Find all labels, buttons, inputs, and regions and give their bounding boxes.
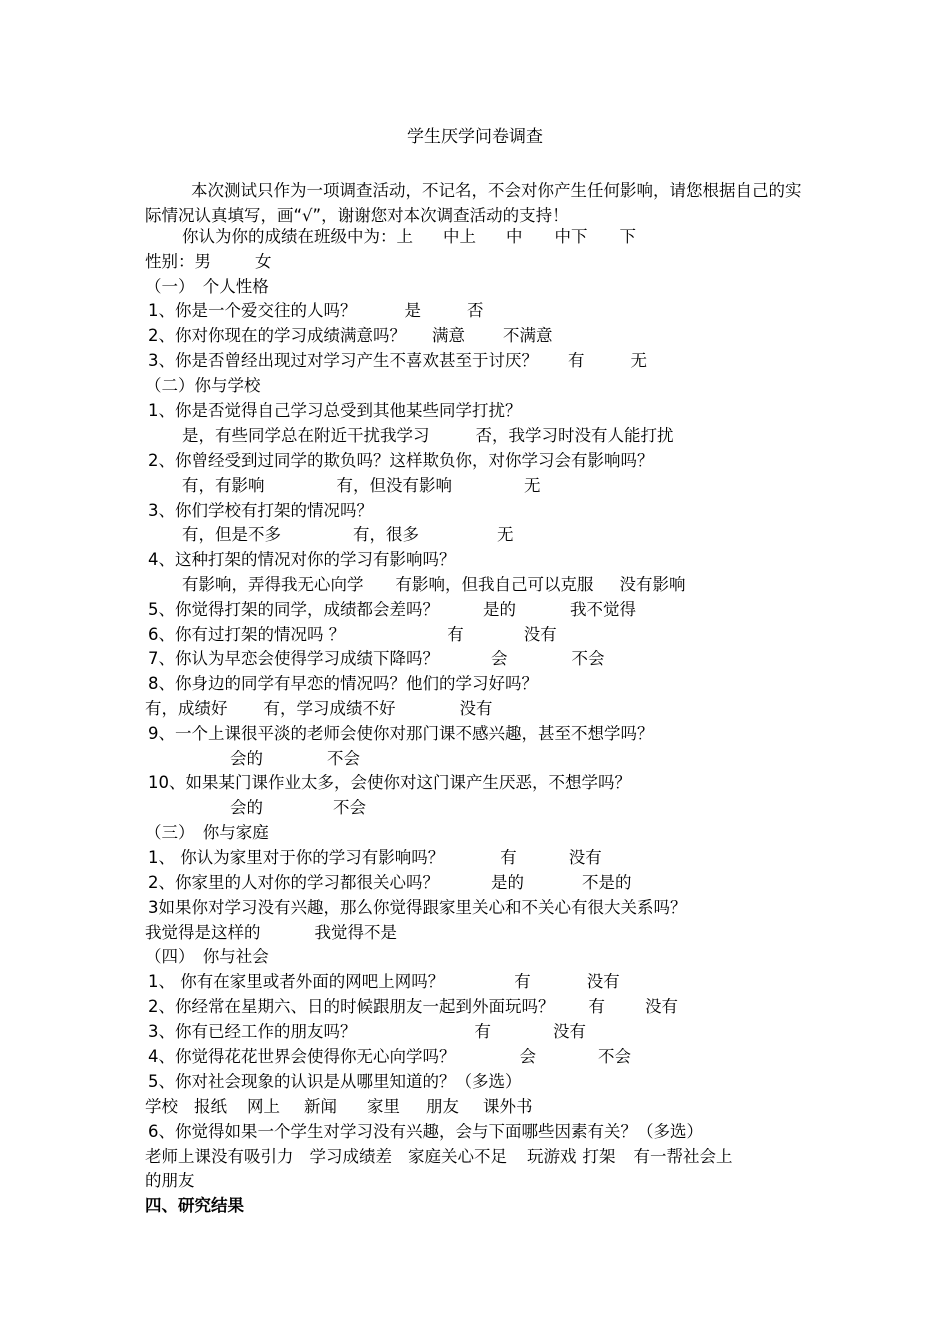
option: 报纸 bbox=[194, 1097, 227, 1116]
s4-q3: 3、你有已经工作的朋友吗？ 有 没有 bbox=[148, 1022, 586, 1041]
s2-q1-options: 是，有些同学总在附近干扰我学习 否，我学习时没有人能打扰 bbox=[182, 426, 674, 445]
option: 家庭关心不足 bbox=[408, 1147, 507, 1166]
s4-q6: 6、你觉得如果一个学生对学习没有兴趣，会与下面哪些因素有关？（多选） bbox=[148, 1122, 703, 1141]
section-3-title: （三） 你与家庭 bbox=[145, 823, 269, 842]
s2-q3-options: 有，但是不多 有，很多 无 bbox=[182, 525, 514, 544]
section-2-title: （二）你与学校 bbox=[145, 376, 261, 395]
s2-q2: 2、你曾经受到过同学的欺负吗？这样欺负你，对你学习会有影响吗？ bbox=[148, 451, 654, 470]
s3-q3: 3如果你对学习没有兴趣，那么你觉得跟家里关心和不关心有很大关系吗？ bbox=[148, 898, 687, 917]
s2-q10-options: 会的 不会 bbox=[230, 798, 366, 817]
option: 新闻 bbox=[304, 1097, 337, 1116]
s2-q1: 1、你是否觉得自己学习总受到其他某些同学打扰？ bbox=[148, 401, 522, 420]
s4-q2: 2、你经常在星期六、日的时候跟朋友一起到外面玩吗？ 有 没有 bbox=[148, 997, 678, 1016]
s2-q9: 9、一个上课很平淡的老师会使你对那门课不感兴趣，甚至不想学吗？ bbox=[148, 724, 654, 743]
s2-q8: 8、你身边的同学有早恋的情况吗？他们的学习好吗？ bbox=[148, 674, 538, 693]
s2-q7: 7、你认为早恋会使得学习成绩下降吗？ 会 不会 bbox=[148, 649, 605, 668]
section-4-title: （四） 你与社会 bbox=[145, 947, 269, 966]
s4-q5-options bbox=[145, 1096, 533, 1118]
s2-q4-options: 有影响，弄得我无心向学 有影响，但我自己可以克服 没有影响 bbox=[182, 575, 686, 594]
option: 课外书 bbox=[483, 1097, 533, 1116]
s1-q1: 1、你是一个爱交往的人吗？ 是 否 bbox=[148, 301, 484, 320]
option: 网上 bbox=[247, 1097, 280, 1116]
s2-q3: 3、你们学校有打架的情况吗？ bbox=[148, 501, 373, 520]
s2-q6: 6、你有过打架的情况吗 ？ 有 没有 bbox=[148, 625, 557, 644]
s2-q9-options: 会的 不会 bbox=[230, 749, 360, 768]
page-title: 学生厌学问卷调查 bbox=[407, 127, 543, 147]
s4-q6-options-continued: 的朋友 bbox=[145, 1171, 195, 1190]
s2-q8-options: 有，成绩好 有，学习成绩不好 没有 bbox=[145, 699, 493, 718]
s4-q5: 5、你对社会现象的认识是从哪里知道的？（多选） bbox=[148, 1072, 522, 1091]
s3-q1: 1、 你认为家里对于你的学习有影响吗？ 有 没有 bbox=[148, 848, 602, 867]
option: 朋友 bbox=[426, 1097, 459, 1116]
s3-q3-options: 我觉得是这样的 我觉得不是 bbox=[145, 923, 397, 942]
option: 打架 bbox=[582, 1147, 616, 1166]
s2-q4: 4、这种打架的情况对你的学习有影响吗？ bbox=[148, 550, 456, 569]
s4-q1: 1、 你有在家里或者外面的网吧上网吗？ 有 没有 bbox=[148, 972, 620, 991]
s4-q4: 4、你觉得花花世界会使得你无心向学吗？ 会 不会 bbox=[148, 1047, 631, 1066]
gender-question: 性别：男 女 bbox=[145, 252, 272, 271]
option: 玩游戏 bbox=[527, 1147, 577, 1166]
option: 学校 bbox=[145, 1097, 178, 1116]
option: 老师上课没有吸引力 bbox=[145, 1147, 294, 1166]
section-1-title: （一） 个人性格 bbox=[145, 277, 269, 296]
s2-q2-options: 有，有影响 有，但没有影响 无 bbox=[182, 476, 541, 495]
option: 家里 bbox=[367, 1097, 400, 1116]
option: 学习成绩差 bbox=[309, 1147, 392, 1166]
s4-q6-options bbox=[145, 1146, 733, 1168]
s2-q5: 5、你觉得打架的同学，成绩都会差吗？ 是的 我不觉得 bbox=[148, 600, 636, 619]
results-heading: 四、研究结果 bbox=[145, 1196, 244, 1215]
s1-q2: 2、你对你现在的学习成绩满意吗？ 满意 不满意 bbox=[148, 326, 553, 345]
intro-paragraph: 本次测试只作为一项调查活动，不记名，不会对你产生任何影响，请您根据自己的实际情况认真填写，画“√”，谢谢您对本次调查活动的支持！ bbox=[145, 181, 802, 225]
s2-q10: 10、如果某门课作业太多，会使你对这门课产生厌恶，不想学吗？ bbox=[148, 773, 631, 792]
grade-question: 你认为你的成绩在班级中为：上 中上 中 中下 下 bbox=[182, 227, 636, 246]
s3-q2: 2、你家里的人对你的学习都很关心吗？ 是的 不是的 bbox=[148, 873, 632, 892]
option: 有一帮社会上 bbox=[633, 1147, 733, 1166]
s1-q3: 3、你是否曾经出现过对学习产生不喜欢甚至于讨厌？ 有 无 bbox=[148, 351, 647, 370]
